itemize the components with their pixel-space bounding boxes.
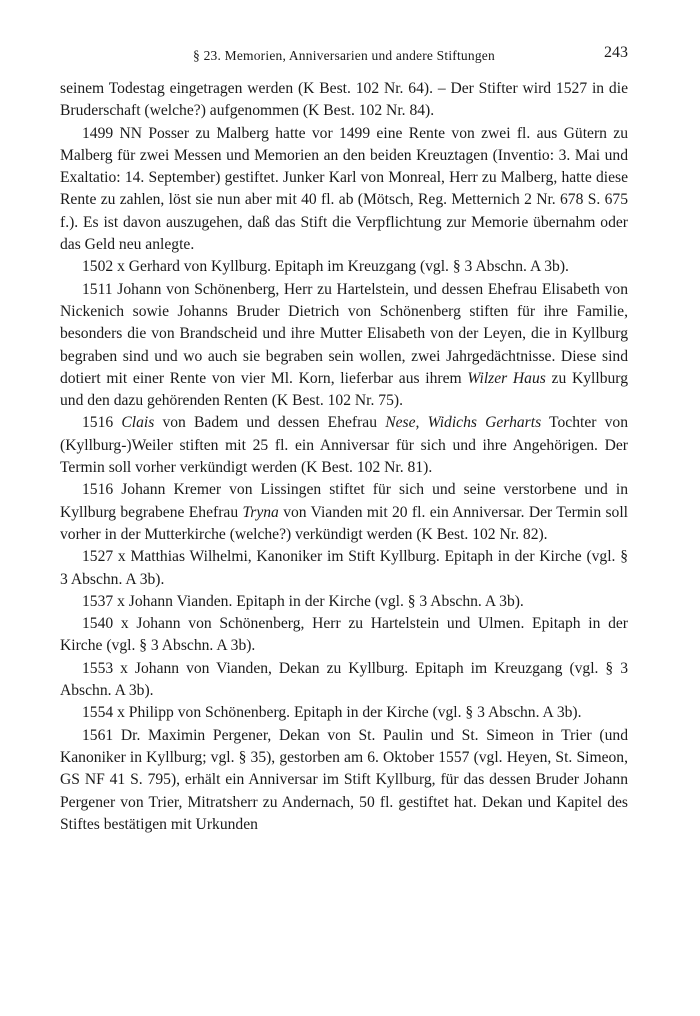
- italic-text: Tryna: [242, 503, 279, 521]
- text-run: 1561 Dr. Maximin Pergener, Dekan von St. Paulin und St. Simeon in Trier (und Kanoniker in Kyllburg; vgl. § 35), gestorben am 6. Oktober 1557 (vgl. Heyen, St. Simeon, GS NF 41 S. 795), erhält ein Anniversar im Stift Kyllburg, für das dessen Bruder Johann Pergener von Trier, Mitratsherr zu Andernach, 50 fl. gestiftet hat. Dekan und Kapitel des Stiftes bestätigen mit Urkunden: [60, 726, 628, 833]
- text-run: 1540 x Johann von Schönenberg, Herr zu Hartelstein und Ulmen. Epitaph in der Kirche (vgl. § 3 Abschn. A 3b).: [60, 615, 628, 655]
- italic-text: Nese, Widichs Gerharts: [385, 414, 542, 432]
- paragraph: [60, 479, 628, 546]
- text-run: 1527 x Matthias Wilhelmi, Kanoniker im Stift Kyllburg. Epitaph in der Kirche (vgl. § 3 Abschn. A 3b).: [60, 548, 628, 588]
- paragraph: [60, 658, 628, 703]
- text-run: 1516: [82, 414, 122, 432]
- running-title: § 23. Memorien, Anniversarien und andere Stiftungen: [193, 48, 495, 63]
- text-run: 1502 x Gerhard von Kyllburg. Epitaph im Kreuzgang (vgl. § 3 Abschn. A 3b).: [82, 258, 569, 276]
- text-run: von Vianden mit 20 fl. ein Anniversar. Der Termin soll vorher in der Mutterkirche (welche?) verkündigt werden (K Best. 102 Nr. 82).: [60, 503, 628, 543]
- text-run: 1516 Johann Kremer von Lissingen stiftet für sich und seine verstorbene und in Kyllburg begrabene Ehefrau: [60, 481, 628, 521]
- paragraph: [60, 546, 628, 591]
- body-text: [60, 78, 628, 836]
- text-run: von Badem und dessen Ehefrau: [154, 414, 386, 432]
- running-header: [60, 44, 628, 66]
- paragraph: [60, 78, 628, 123]
- italic-text: Clais: [121, 414, 155, 432]
- text-run: 1553 x Johann von Vianden, Dekan zu Kyllburg. Epitaph im Kreuzgang (vgl. § 3 Abschn. A 3b).: [60, 659, 628, 700]
- text-run: Tochter von (Kyllburg-)Weiler stiften mit 25 fl. ein Anniversar für sich und ihre Angehörigen. Der Termin soll vorher verkündigt werden (K Best. 102 Nr. 81).: [60, 414, 628, 477]
- paragraph: [60, 279, 628, 413]
- text-run: zu Kyllburg und den dazu gehörenden Renten (K Best. 102 Nr. 75).: [60, 369, 628, 410]
- paragraph: [60, 123, 628, 257]
- paragraph: [60, 412, 628, 479]
- italic-text: Wilzer Haus: [467, 369, 546, 387]
- paragraph: [60, 591, 628, 613]
- page-number: 243: [604, 44, 628, 61]
- text-run: 1499 NN Posser zu Malberg hatte vor 1499 eine Rente von zwei fl. aus Gütern zu Malberg für zwei Messen und Memorien an den beiden Kreuztagen (Inventio: 3. Mai und Exaltatio: 14. September) gestiftet. Junker Karl von Monreal, Herr zu Malberg, hatte diese Rente zu zahlen, löst sie nun aber mit 40 fl. ab (Mötsch, Reg. Metternich 2 Nr. 678 S. 675 f.). Es ist davon auszugehen, daß das Stift die Verpflichtung zur Memorie übernahm oder das Geld neu anlegte.: [60, 124, 628, 254]
- paragraph: [60, 725, 628, 836]
- text-run: seinem Todestag eingetragen werden (K Best. 102 Nr. 64). – Der Stifter wird 1527 in die Bruderschaft (welche?) aufgenommen (K Best. 102 Nr. 84).: [60, 80, 628, 120]
- paragraph: [60, 256, 628, 278]
- paragraph: [60, 702, 628, 724]
- text-run: 1511 Johann von Schönenberg, Herr zu Hartelstein, und dessen Ehefrau Elisabeth von Nickenich sowie Johanns Bruder Dietrich von Schönenberg stiften für ihre Familie, besonders die von Brandscheid und ihre Mutter Elisabeth von der Leyen, die in Kyllburg begraben sind und wo auch sie begraben sein wollen, zwei Jahrgedächtnisse. Diese sind dotiert mit einer Rente von vier Ml. Korn, lieferbar aus ihrem: [60, 280, 628, 387]
- paragraph: [60, 613, 628, 658]
- text-run: 1537 x Johann Vianden. Epitaph in der Kirche (vgl. § 3 Abschn. A 3b).: [82, 592, 524, 610]
- text-run: 1554 x Philipp von Schönenberg. Epitaph in der Kirche (vgl. § 3 Abschn. A 3b).: [82, 704, 582, 722]
